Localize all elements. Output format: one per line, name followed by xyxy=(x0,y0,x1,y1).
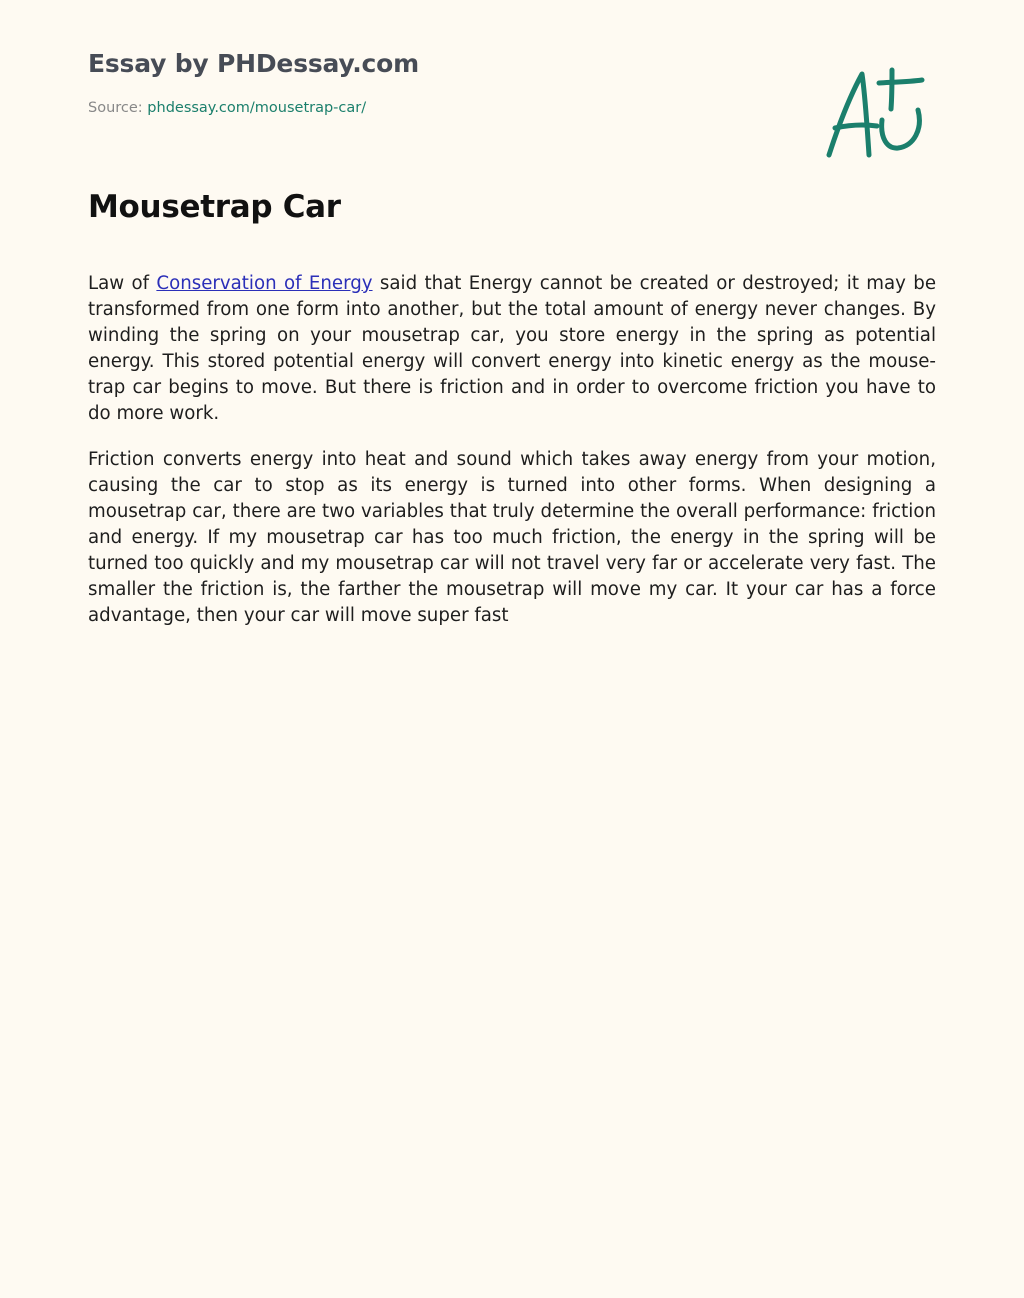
a-plus-logo-icon xyxy=(822,62,930,162)
source-link[interactable]: phdessay.com/mousetrap-car/ xyxy=(147,100,367,116)
paragraph-1 xyxy=(88,271,936,427)
source-line xyxy=(88,100,366,116)
paragraph-1-rest: said that Energy cannot be created or destroyed; it may be transformed from one form into another, but the total amount of energy never changes. By winding the spring on your mousetrap car, you store energy in the spring as potential energy. This stored potential energy will convert energy into kinetic energy as the mouse-trap car begins to move. But there is friction and in order to overcome friction you have to do more work. xyxy=(88,273,937,424)
essay-body xyxy=(88,271,936,649)
site-brand: Essay by PHDessay.com xyxy=(88,49,419,78)
paragraph-2: Friction converts energy into heat and sound which takes away energy from your motion, causing the car to stop as its energy is turned into other forms. When designing a mousetrap car, there are two variables that truly determine the overall performance: friction and energy. If my mousetrap car has too much friction, the energy in the spring will be turned too quickly and my mousetrap car will not travel very far or accelerate very fast. The smaller the friction is, the farther the mousetrap will move my car. It your car has a force advantage, then your car will move super fast xyxy=(88,449,936,626)
paragraph-1-intro: Law of xyxy=(88,273,157,294)
conservation-of-energy-link[interactable]: Conservation of Energy xyxy=(156,273,373,294)
source-label: Source: xyxy=(88,100,148,116)
essay-title: Mousetrap Car xyxy=(88,189,341,225)
